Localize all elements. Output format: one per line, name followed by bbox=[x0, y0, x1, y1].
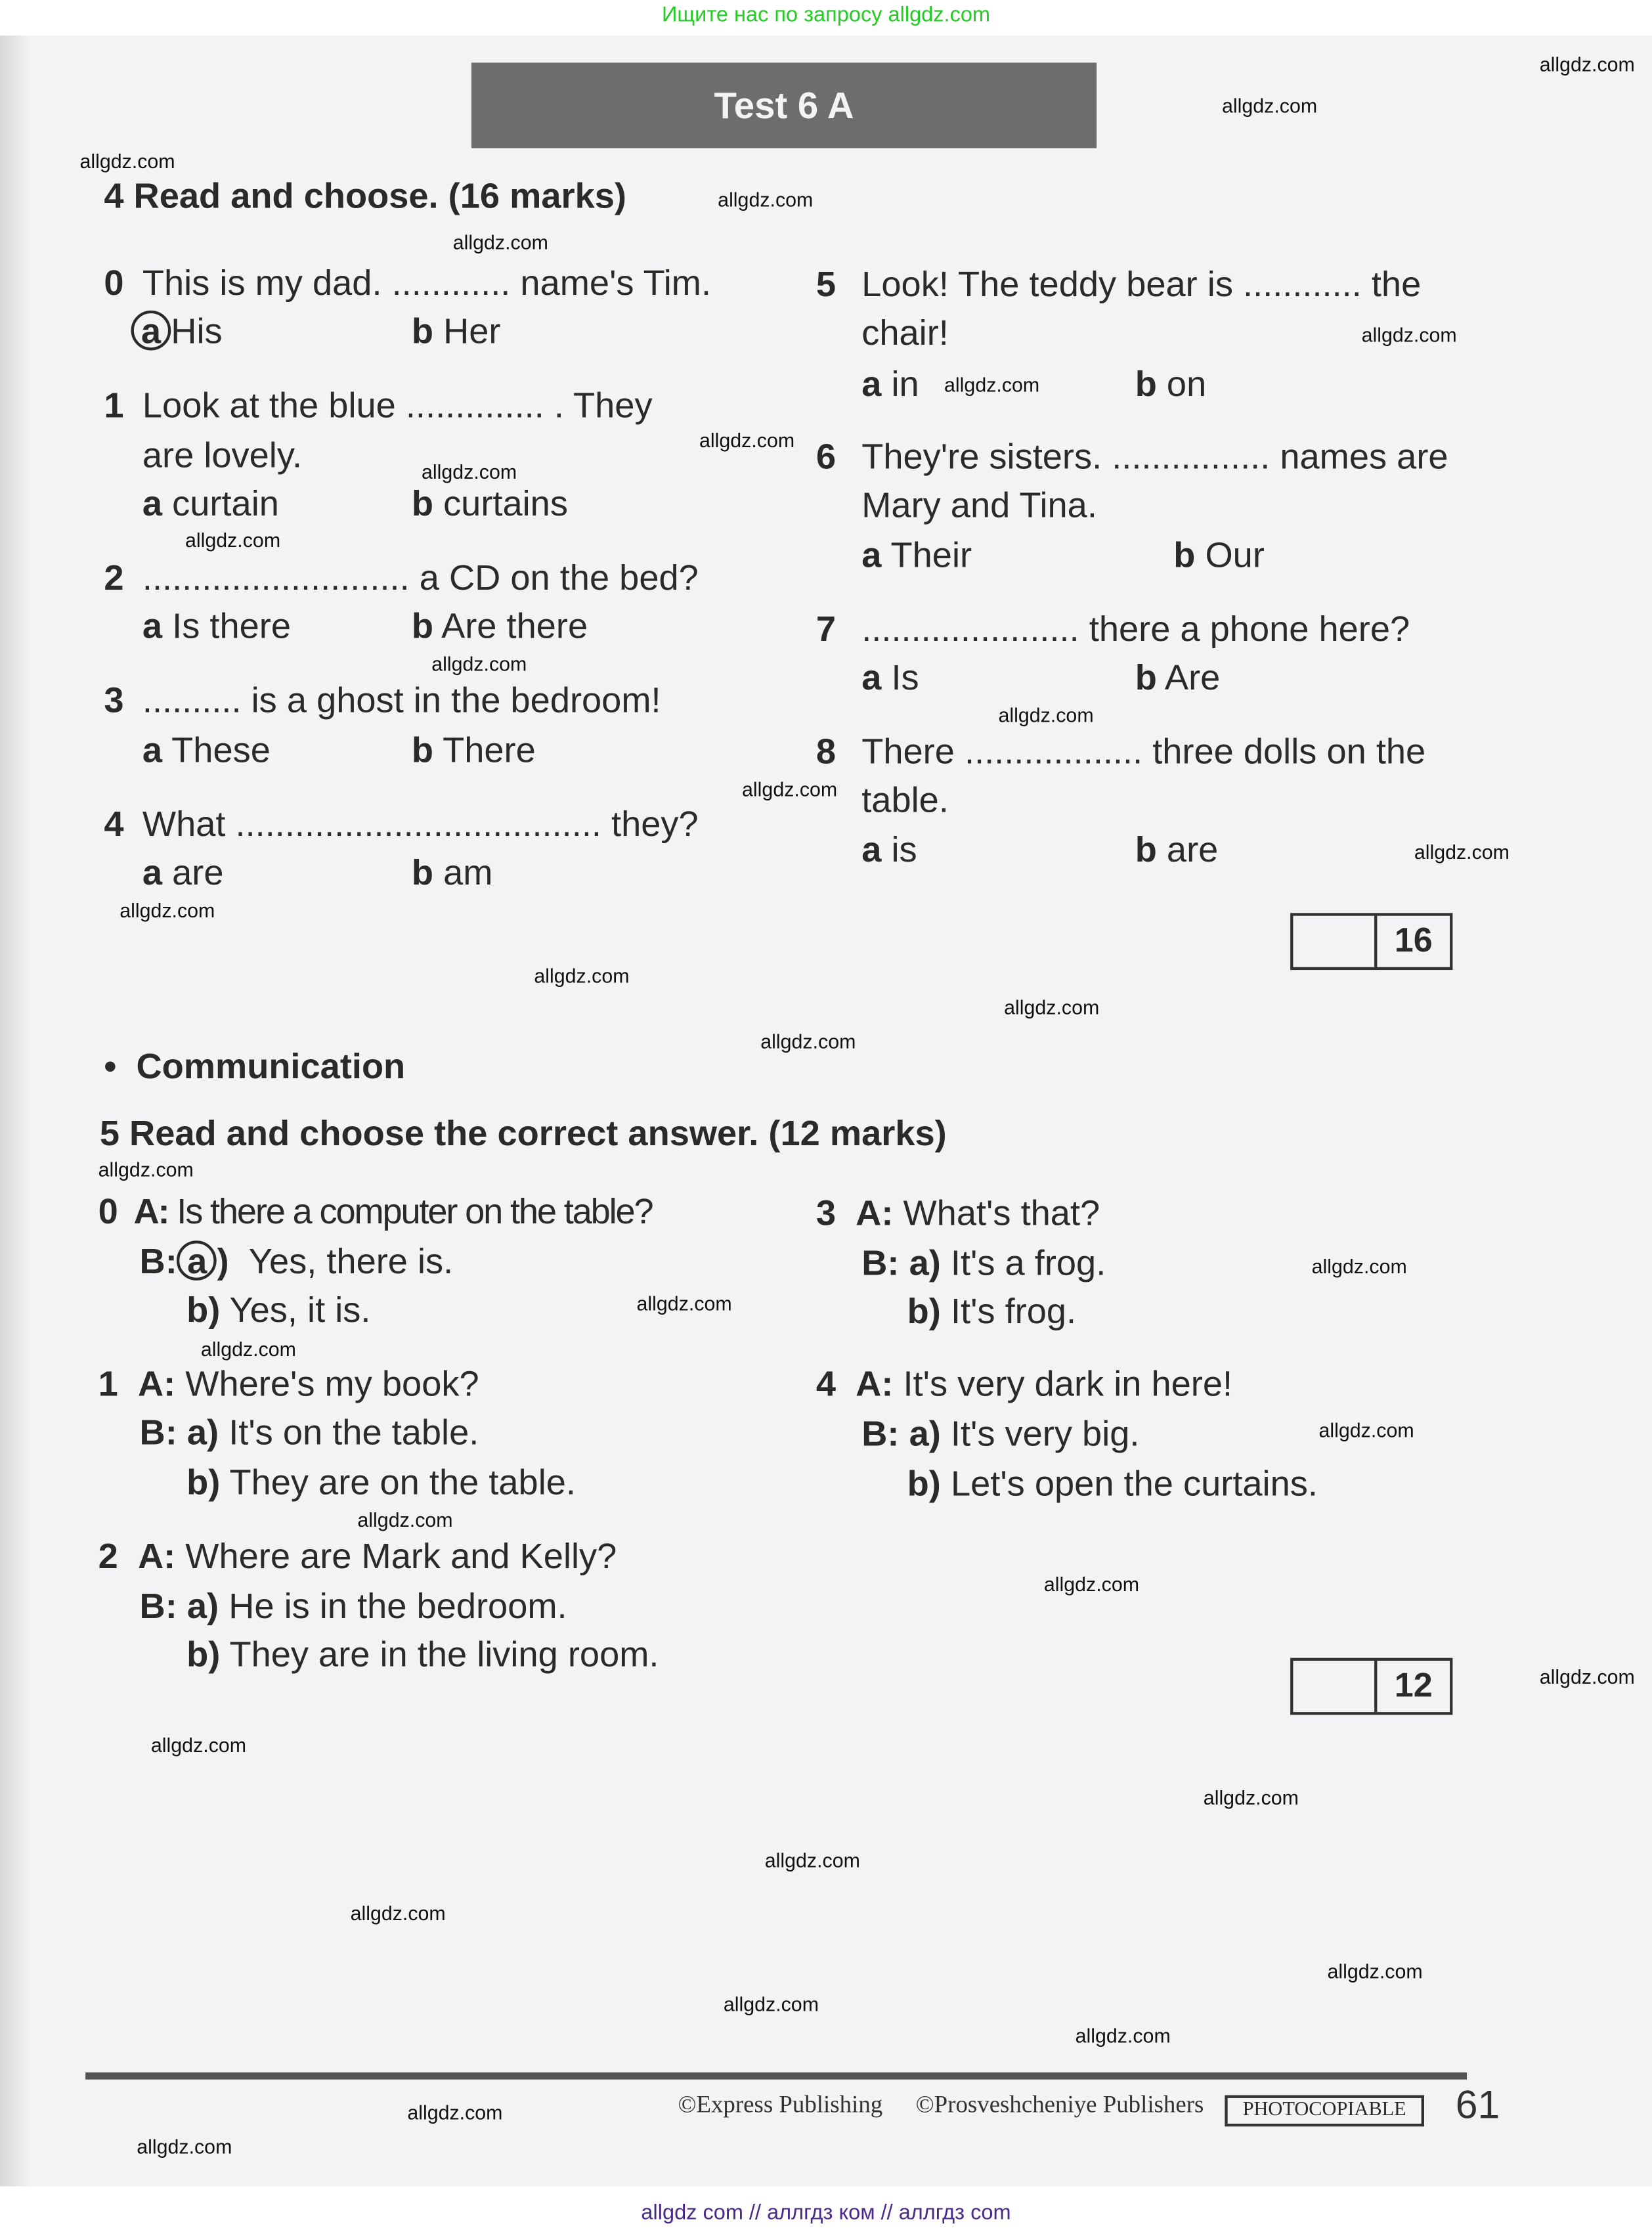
watermark: allgdz.com bbox=[998, 703, 1094, 727]
dialogue-answer-b: b) They are on the table. bbox=[186, 1462, 576, 1503]
option-b: b Our bbox=[1173, 535, 1265, 576]
dialogue-answer-a: B: a ) Yes, there is. bbox=[140, 1240, 454, 1283]
score-blank[interactable] bbox=[1293, 916, 1377, 967]
option-a: a These bbox=[142, 730, 271, 771]
watermark: allgdz.com bbox=[723, 1992, 819, 2016]
option-a: a are bbox=[142, 853, 224, 893]
dialogue-answer-a: B: a) It's on the table. bbox=[139, 1413, 479, 1453]
option-a: a Is bbox=[861, 658, 919, 698]
item-text: What ..................................... they? bbox=[142, 804, 699, 845]
watermark: allgdz.com bbox=[79, 149, 175, 173]
watermark: allgdz.com bbox=[350, 1901, 446, 1925]
item-number: 4 bbox=[104, 804, 124, 845]
option-b: b are bbox=[1135, 830, 1219, 871]
watermark: allgdz.com bbox=[718, 188, 814, 211]
section-communication: • Communication bbox=[104, 1047, 406, 1087]
dialogue-answer-b: b) Let's open the curtains. bbox=[907, 1464, 1318, 1504]
footer-divider bbox=[85, 2072, 1467, 2080]
option-b: b Are bbox=[1135, 658, 1221, 698]
item-text: This is my dad. ............ name's Tim. bbox=[142, 263, 712, 303]
page-number: 61 bbox=[1455, 2082, 1500, 2127]
item-number: 0 bbox=[104, 263, 124, 303]
test-title: Test 6 A bbox=[471, 62, 1097, 148]
dialogue-question: 1 A: Where's my book? bbox=[98, 1364, 479, 1405]
top-banner[interactable]: Ищите нас по запросу allgdz.com bbox=[662, 3, 991, 28]
item-text: ...................... there a phone here? bbox=[861, 609, 1410, 650]
dialogue-answer-b: b) They are in the living room. bbox=[186, 1635, 659, 1675]
watermark: allgdz.com bbox=[1222, 94, 1318, 117]
option-b: b Are there bbox=[411, 606, 588, 647]
photocopiable-label: PHOTOCOPIABLE bbox=[1225, 2095, 1424, 2127]
item-text: Mary and Tina. bbox=[861, 485, 1097, 526]
item-number: 5 bbox=[815, 265, 836, 305]
watermark: allgdz.com bbox=[452, 230, 548, 254]
watermark: allgdz.com bbox=[742, 778, 838, 800]
option-a-circled: a His bbox=[131, 311, 223, 353]
option-b: b on bbox=[1135, 364, 1207, 405]
publisher-express: ©Express Publishing bbox=[678, 2091, 883, 2118]
watermark: allgdz.com bbox=[1361, 323, 1457, 347]
item-text: .......... is a ghost in the bedroom! bbox=[142, 680, 661, 721]
item-number: 6 bbox=[815, 437, 836, 477]
dialogue-question: 4 A: It's very dark in here! bbox=[815, 1364, 1233, 1405]
option-b: b Her bbox=[411, 312, 501, 352]
watermark: allgdz.com bbox=[200, 1337, 296, 1361]
dialogue-question: 2 A: Where are Mark and Kelly? bbox=[98, 1537, 617, 1577]
watermark: allgdz.com bbox=[944, 373, 1040, 396]
watermark: allgdz.com bbox=[534, 964, 630, 988]
watermark: allgdz.com bbox=[357, 1508, 453, 1531]
watermark: allgdz.com bbox=[1004, 996, 1100, 1018]
watermark: allgdz.com bbox=[185, 528, 281, 552]
watermark: allgdz.com bbox=[1414, 840, 1510, 864]
watermark: allgdz.com bbox=[760, 1030, 856, 1053]
watermark: allgdz.com bbox=[1318, 1418, 1414, 1442]
item-number: 8 bbox=[815, 732, 836, 772]
item-text: There .................. three dolls on the bbox=[861, 732, 1426, 772]
option-b: b curtains bbox=[411, 484, 568, 525]
watermark: allgdz.com bbox=[1311, 1254, 1407, 1278]
item-text: table. bbox=[861, 780, 949, 821]
watermark: allgdz.com bbox=[1075, 2024, 1171, 2047]
bottom-banner[interactable]: allgdz com // аллгдз ком // аллгдз com bbox=[641, 2201, 1011, 2225]
publisher-prosveshcheniye: ©Prosveshcheniye Publishers bbox=[915, 2091, 1204, 2118]
item-number: 2 bbox=[104, 558, 124, 598]
watermark: allgdz.com bbox=[1203, 1785, 1299, 1809]
watermark: allgdz.com bbox=[407, 2101, 503, 2124]
option-a: a is bbox=[861, 830, 917, 871]
option-a: a Is there bbox=[142, 606, 291, 647]
watermark: allgdz.com bbox=[764, 1849, 860, 1872]
item-text: They're sisters. ................ names are bbox=[861, 437, 1448, 477]
option-a: a Their bbox=[861, 535, 972, 576]
option-a: a in bbox=[861, 364, 919, 405]
dialogue-question: 0 A: Is there a computer on the table? bbox=[98, 1192, 653, 1233]
max-score: 12 bbox=[1394, 1666, 1433, 1705]
watermark: allgdz.com bbox=[137, 2135, 232, 2158]
watermark: allgdz.com bbox=[1043, 1572, 1140, 1596]
item-number: 1 bbox=[104, 385, 124, 426]
option-a: a curtain bbox=[142, 484, 279, 525]
item-number: 7 bbox=[815, 609, 836, 650]
dialogue-answer-a: B: a) He is in the bedroom. bbox=[139, 1587, 567, 1627]
dialogue-question: 3 A: What's that? bbox=[815, 1193, 1100, 1234]
item-text: Look at the blue .............. . They bbox=[142, 385, 653, 426]
watermark: allgdz.com bbox=[150, 1733, 247, 1757]
item-text: ........................... a CD on the bed? bbox=[142, 558, 699, 598]
option-b: b am bbox=[411, 853, 493, 893]
watermark: allgdz.com bbox=[1327, 1960, 1423, 1983]
circled-answer-a: a bbox=[177, 1240, 217, 1281]
watermark: allgdz.com bbox=[636, 1292, 732, 1315]
item-text: Look! The teddy bear is ............ the bbox=[861, 265, 1422, 305]
item-text: are lovely. bbox=[142, 435, 303, 476]
score-box-ex5[interactable] bbox=[1290, 1658, 1452, 1715]
dialogue-answer-b: b) Yes, it is. bbox=[186, 1290, 371, 1330]
watermark: allgdz.com bbox=[98, 1158, 194, 1181]
score-box-ex4[interactable] bbox=[1290, 913, 1452, 970]
watermark: allgdz.com bbox=[1539, 1665, 1635, 1688]
option-b: b There bbox=[411, 730, 536, 771]
watermark: allgdz.com bbox=[422, 460, 517, 483]
item-number: 3 bbox=[104, 680, 124, 721]
exercise-4-heading: 4 Read and choose. (16 marks) bbox=[104, 176, 626, 217]
watermark: allgdz.com bbox=[1539, 53, 1635, 76]
dialogue-answer-b: b) It's frog. bbox=[907, 1292, 1077, 1332]
watermark: allgdz.com bbox=[431, 652, 527, 676]
watermark: allgdz.com bbox=[699, 428, 795, 452]
dialogue-answer-a: B: a) It's very big. bbox=[861, 1414, 1140, 1455]
item-text: chair! bbox=[861, 313, 949, 353]
dialogue-answer-a: B: a) It's a frog. bbox=[861, 1243, 1106, 1284]
circled-answer-a: a bbox=[131, 311, 171, 351]
exercise-5-heading: 5 Read and choose the correct answer. (12 marks) bbox=[99, 1114, 947, 1154]
watermark: allgdz.com bbox=[120, 898, 215, 922]
max-score: 16 bbox=[1394, 921, 1433, 960]
score-blank[interactable] bbox=[1293, 1661, 1377, 1712]
